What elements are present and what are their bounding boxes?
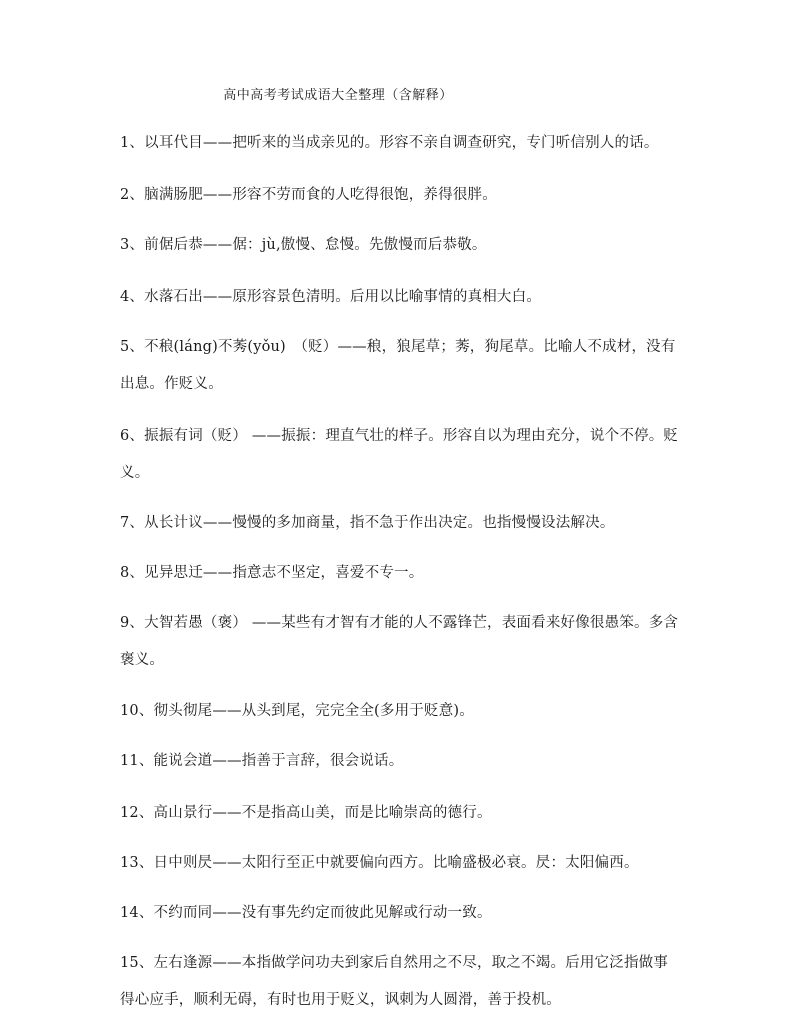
entry-line: 11、能说会道——指善于言辞，很会说话。: [120, 753, 404, 769]
entry-line: 2、脑满肠肥——形容不劳而食的人吃得很饱，养得很胖。: [120, 187, 497, 203]
entry-line: 15、左右逢源——本指做学问功夫到家后自然用之不尽，取之不竭。后用它泛指做事: [120, 955, 669, 971]
entry-line: 14、不约而同——没有事先约定而彼此见解或行动一致。: [120, 905, 492, 921]
entry-line: 7、从长计议——慢慢的多加商量，指不急于作出决定。也指慢慢设法解决。: [120, 515, 615, 531]
entry-line: 5、不稂(láng)不莠(yǒu) （贬）——稂，狼尾草；莠，狗尾草。比喻人不成材，没有: [120, 339, 676, 355]
idiom-entry-13: [120, 845, 700, 882]
idiom-entry-6: [120, 418, 700, 492]
entry-line: 4、水落石出——原形容景色清明。后用以比喻事情的真相大白。: [120, 289, 542, 305]
entry-line: 13、日中则昃——太阳行至正中就要偏向西方。比喻盛极必衰。昃：太阳偏西。: [120, 855, 639, 871]
entry-line: 义。: [120, 465, 150, 481]
idiom-entry-1: [120, 125, 700, 162]
entry-line: 12、高山景行——不是指高山美，而是比喻崇高的德行。: [120, 805, 492, 821]
idiom-entry-9: [120, 605, 700, 679]
entry-line: 10、彻头彻尾——从头到尾，完完全全(多用于贬意)。: [120, 703, 474, 719]
document-title: 高中高考考试成语大全整理（含解释）: [223, 88, 453, 103]
idiom-entry-5: [120, 329, 700, 403]
entry-line: 3、前倨后恭——倨：jù,傲慢、怠慢。先傲慢而后恭敬。: [120, 237, 487, 253]
idiom-entry-4: [120, 279, 700, 316]
entry-line: 1、以耳代目——把听来的当成亲见的。形容不亲自调查研究，专门听信别人的话。: [120, 135, 659, 151]
idiom-entry-10: [120, 693, 700, 730]
entry-line: 褒义。: [120, 652, 165, 668]
idiom-entry-14: [120, 895, 700, 932]
idiom-entry-12: [120, 795, 700, 832]
entry-line: 出息。作贬义。: [120, 376, 223, 392]
idiom-entry-15: [120, 945, 700, 1019]
entry-line: 8、见异思迁——指意志不坚定，喜爱不专一。: [120, 565, 424, 581]
idiom-entry-7: [120, 505, 700, 542]
idiom-entry-3: [120, 227, 700, 264]
entry-line: 得心应手，顺利无碍，有时也用于贬义，讽刺为人圆滑，善于投机。: [120, 992, 561, 1008]
idiom-entry-11: [120, 743, 700, 780]
entry-line: 6、振振有词（贬） ——振振：理直气壮的样子。形容自以为理由充分，说个不停。贬: [120, 428, 679, 444]
idiom-entry-2: [120, 177, 700, 214]
idiom-entry-8: [120, 555, 700, 592]
entry-line: 9、大智若愚（褒） ——某些有才智有才能的人不露锋芒，表面看来好像很愚笨。多含: [120, 615, 679, 631]
